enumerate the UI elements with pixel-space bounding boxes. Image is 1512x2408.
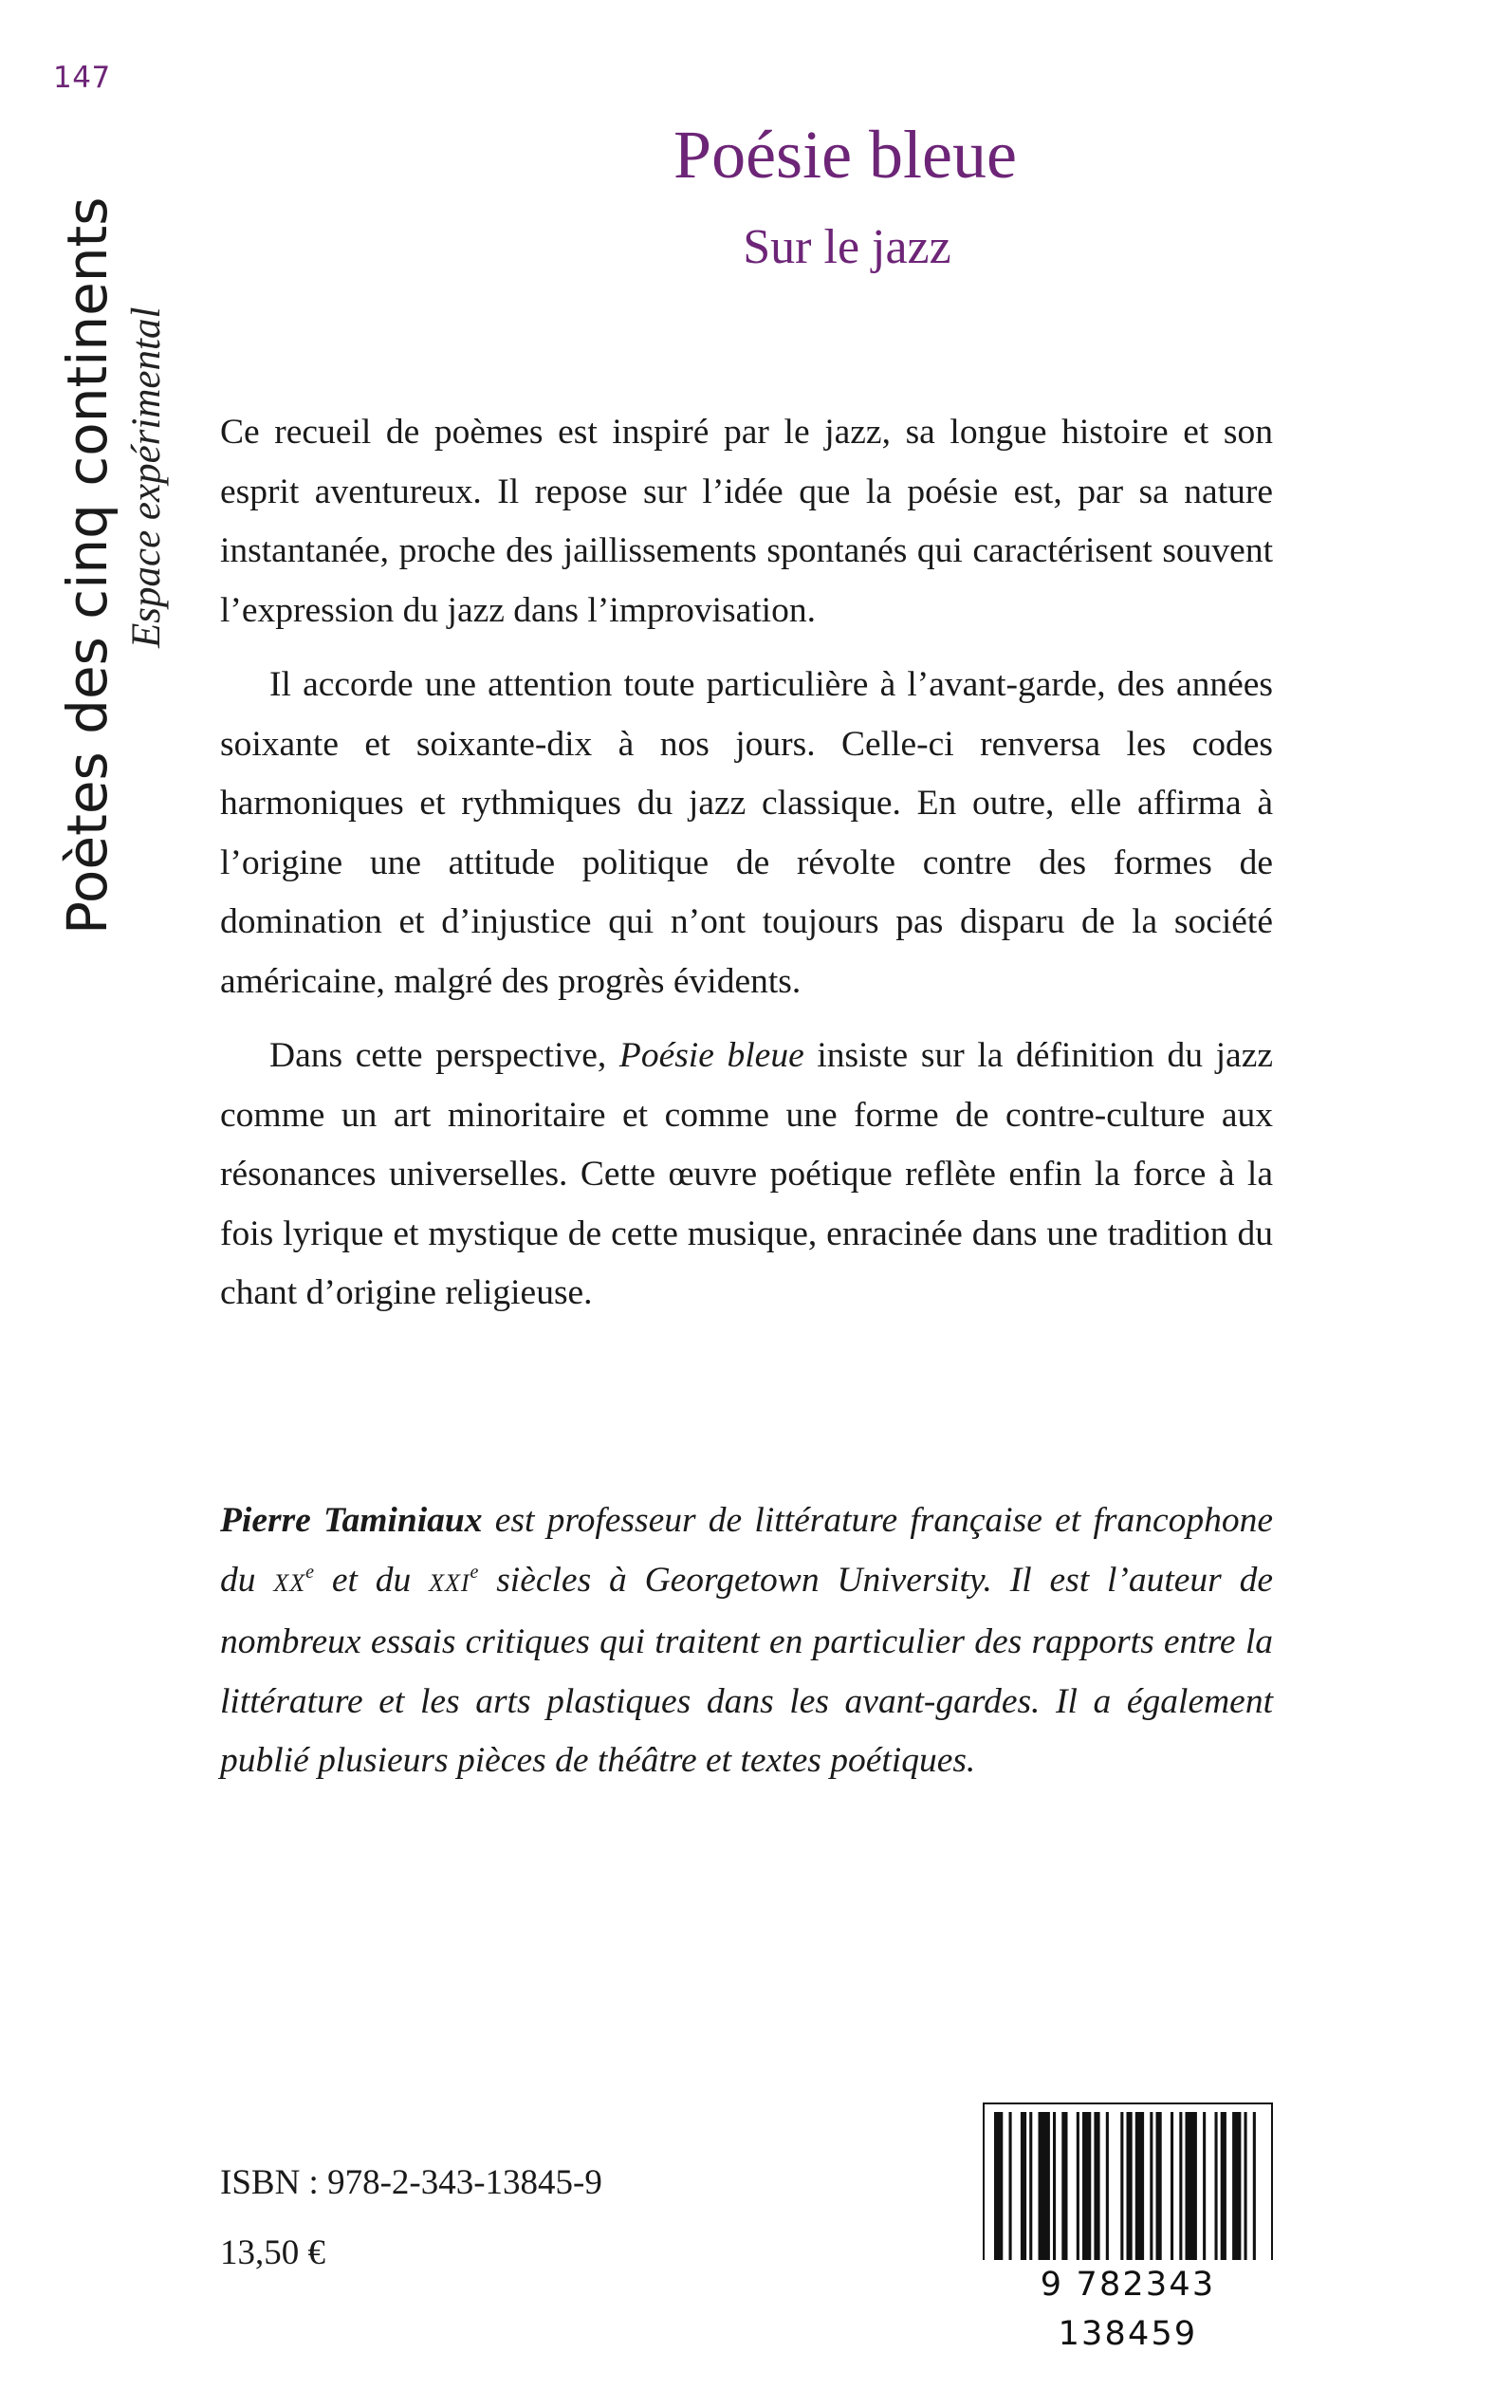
blurb-paragraph-1: Ce recueil de poèmes est inspiré par le jazz, sa longue histoire et son esprit aventureux. Il repose sur l’idée que la poésie est, par sa nature instantanée, proche des jaillissements spontanés qui caractérisent souvent l’expression du jazz dans l’improvisation. [220, 413, 1273, 630]
book-title: Poésie bleue [673, 117, 1017, 193]
book-subtitle: Sur le jazz [743, 220, 951, 274]
isbn: ISBN : 978-2-343-13845-9 [220, 2163, 602, 2202]
bio-text-3: siècles à Georgetown University. Il est l’auteur de nombreux essais critiques qui traitent en particulier des rapports entre la littérature et les arts plastiques dans les avant-gardes. Il a également publié plusieurs pièces de théâtre et textes poétiques. [220, 1560, 1274, 1780]
blurb-paragraph-2: Il accorde une attention toute particulière à l’avant-garde, des années soixante et soixante-dix à nos jours. Celle-ci renversa les codes harmoniques et rythmiques du jazz classique. En outre, elle affirma à l’origine une attitude politique de révolte contre des formes de domination et d’injustice qui n’ont toujours pas disparu de la société américaine, malgré des progrès évidents. [220, 665, 1273, 1001]
series-number: 147 [53, 61, 111, 95]
author-name: Pierre Taminiaux [220, 1501, 483, 1540]
series-subtitle: Espace expérimental [124, 306, 169, 648]
blurb-p3-title: Poésie bleue [618, 1036, 804, 1075]
century-20: XX [273, 1568, 306, 1597]
barcode-digits: 9 782343 138459 [983, 2260, 1273, 2309]
bio-text-1: est professeur de littérature française et francophone du [220, 1501, 1273, 1600]
century-21: XXI [429, 1568, 470, 1597]
bio-text-2: et du [314, 1560, 430, 1600]
century-21-suffix: e [470, 1561, 479, 1583]
author-bio [220, 1491, 1273, 1791]
series-title: Poètes des cinq continents [55, 196, 120, 935]
blurb-p3-rest: insiste sur la définition du jazz comme un art minoritaire et comme une forme de contre-culture aux résonances universelles. Cette œuvre poétique reflète enfin la force à la fois lyrique et mystique de cette musique, enracinée dans une tradition du chant d’origine religieuse. [220, 1036, 1273, 1312]
blurb-p3-lead: Dans cette perspective, [269, 1036, 619, 1075]
blurb [220, 403, 1273, 1324]
century-20-suffix: e [305, 1561, 314, 1583]
blurb-paragraph-3 [220, 1027, 1273, 1324]
price: 13,50 € [220, 2233, 325, 2272]
author-bio-paragraph [220, 1491, 1273, 1791]
barcode [983, 2102, 1273, 2353]
